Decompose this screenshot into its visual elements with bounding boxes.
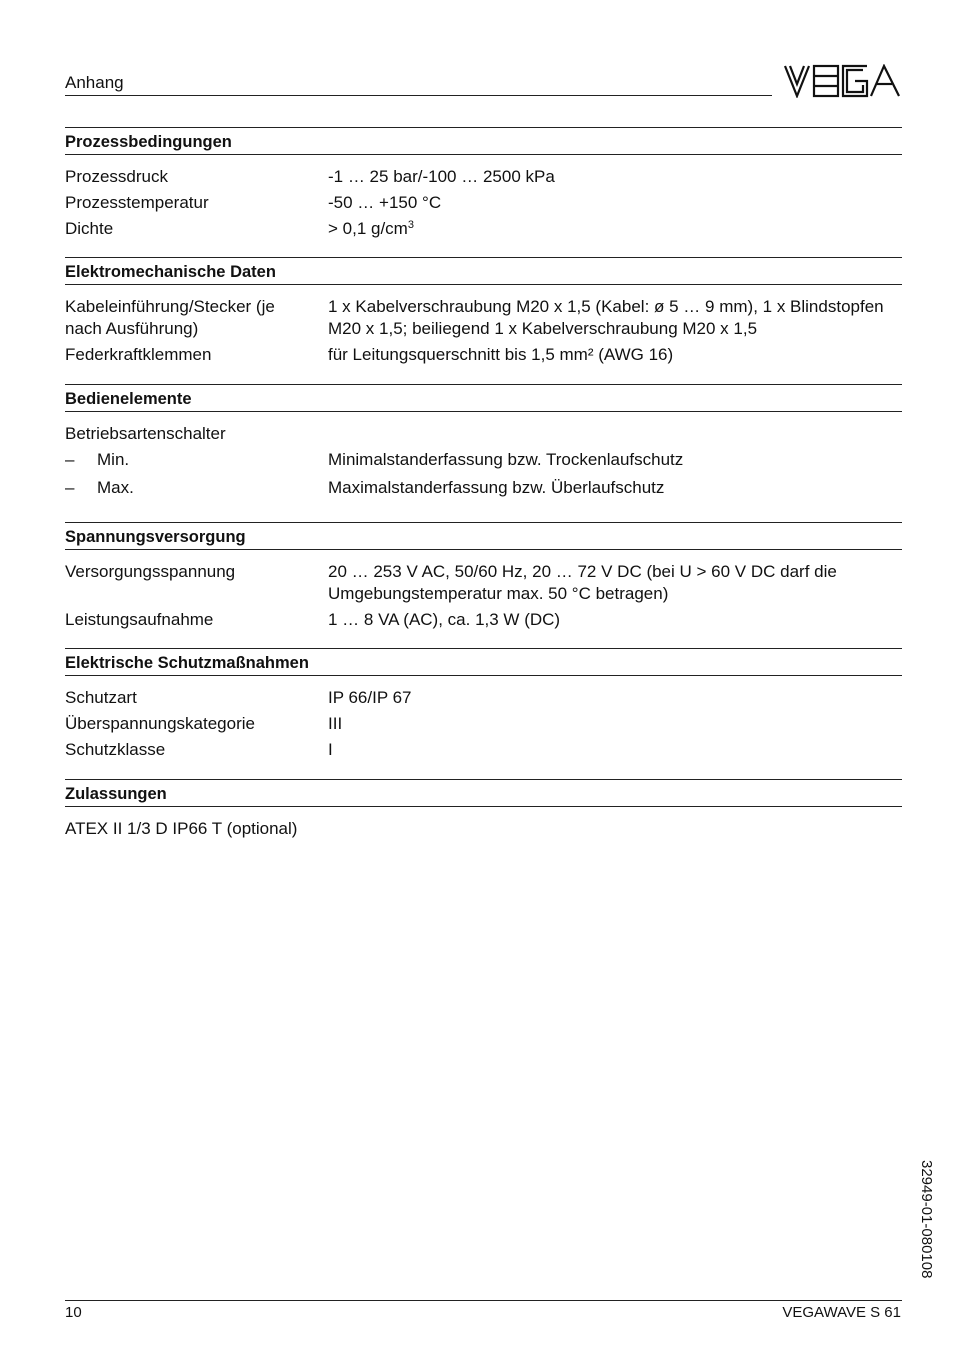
spec-label: Versorgungsspannung	[65, 562, 236, 581]
product-name: VEGAWAVE S 61	[782, 1304, 901, 1321]
page-number: 10	[65, 1304, 82, 1321]
spec-row	[65, 739, 902, 761]
spec-value	[328, 218, 902, 240]
spec-value: 1 … 8 VA (AC), ca. 1,3 W (DC)	[328, 610, 561, 629]
spec-value: 20 … 253 V AC, 50/60 Hz, 20 … 72 V DC (bei U > 60 V DC darf die Umgebungstemperatur max. 50 °C betragen)	[328, 562, 837, 603]
spec-row	[65, 166, 902, 188]
section-title: Bedienelemente	[65, 384, 902, 412]
section-spannungsversorgung	[65, 522, 902, 635]
spec-row	[65, 344, 902, 366]
header-rule	[65, 95, 772, 96]
density-value: > 0,1 g/cm	[328, 219, 408, 238]
section-bedienelemente	[65, 384, 902, 503]
spec-value: 1 x Kabelverschraubung M20 x 1,5 (Kabel: ø 5 … 9 mm), 1 x Blindstopfen M20 x 1,5; beiliegend 1 x Kabelverschraubung M20 x 1,5	[328, 297, 884, 338]
document-code: 32949-01-080108	[918, 1160, 935, 1279]
spec-row	[65, 713, 902, 735]
spec-label: ATEX II 1/3 D IP66 T (optional)	[65, 819, 298, 838]
spec-row	[65, 609, 902, 631]
spec-label: Leistungsaufnahme	[65, 610, 214, 629]
spec-label: Federkraftklemmen	[65, 345, 212, 364]
spec-value: III	[328, 714, 343, 733]
section-title: Prozessbedingungen	[65, 127, 902, 155]
spec-label: Prozesstemperatur	[65, 193, 209, 212]
superscript: 3	[407, 219, 414, 231]
footer-rule	[65, 1300, 902, 1301]
section-title: Elektrische Schutzmaßnahmen	[65, 648, 902, 676]
spec-value: Minimalstanderfassung bzw. Trockenlaufschutz	[328, 450, 684, 469]
page-header-title: Anhang	[65, 73, 124, 92]
spec-value: -1 … 25 bar/-100 … 2500 kPa	[328, 167, 555, 186]
spec-row	[65, 687, 902, 709]
spec-value: I	[328, 740, 333, 759]
spec-row	[65, 477, 902, 499]
section-title: Zulassungen	[65, 779, 902, 807]
spec-row	[65, 423, 902, 445]
spec-label: Betriebsartenschalter	[65, 424, 226, 443]
section-elektromechanische-daten	[65, 257, 902, 370]
spec-label: Dichte	[65, 219, 114, 238]
spec-row	[65, 218, 902, 240]
section-prozessbedingungen	[65, 127, 902, 244]
spec-row	[65, 192, 902, 214]
spec-value: -50 … +150 °C	[328, 193, 442, 212]
spec-label: – Max.	[65, 477, 328, 499]
spec-label: Kabeleinführung/Stecker (je nach Ausführung)	[65, 297, 275, 338]
section-elektrische-schutzmassnahmen	[65, 648, 902, 765]
section-zulassungen	[65, 779, 902, 844]
section-title: Elektromechanische Daten	[65, 257, 902, 285]
spec-row	[65, 296, 902, 340]
spec-row	[65, 449, 902, 471]
spec-value: Maximalstanderfassung bzw. Überlaufschutz	[328, 478, 665, 497]
spec-row	[65, 818, 902, 840]
spec-label: Schutzart	[65, 688, 137, 707]
spec-row	[65, 561, 902, 605]
spec-label: Überspannungskategorie	[65, 714, 255, 733]
vega-logo	[783, 64, 901, 98]
section-title: Spannungsversorgung	[65, 522, 902, 550]
spec-value: für Leitungsquerschnitt bis 1,5 mm² (AWG 16)	[328, 345, 674, 364]
spec-label: – Min.	[65, 449, 328, 471]
spec-label: Schutzklasse	[65, 740, 166, 759]
spec-value: IP 66/IP 67	[328, 688, 412, 707]
spec-label: Prozessdruck	[65, 167, 168, 186]
